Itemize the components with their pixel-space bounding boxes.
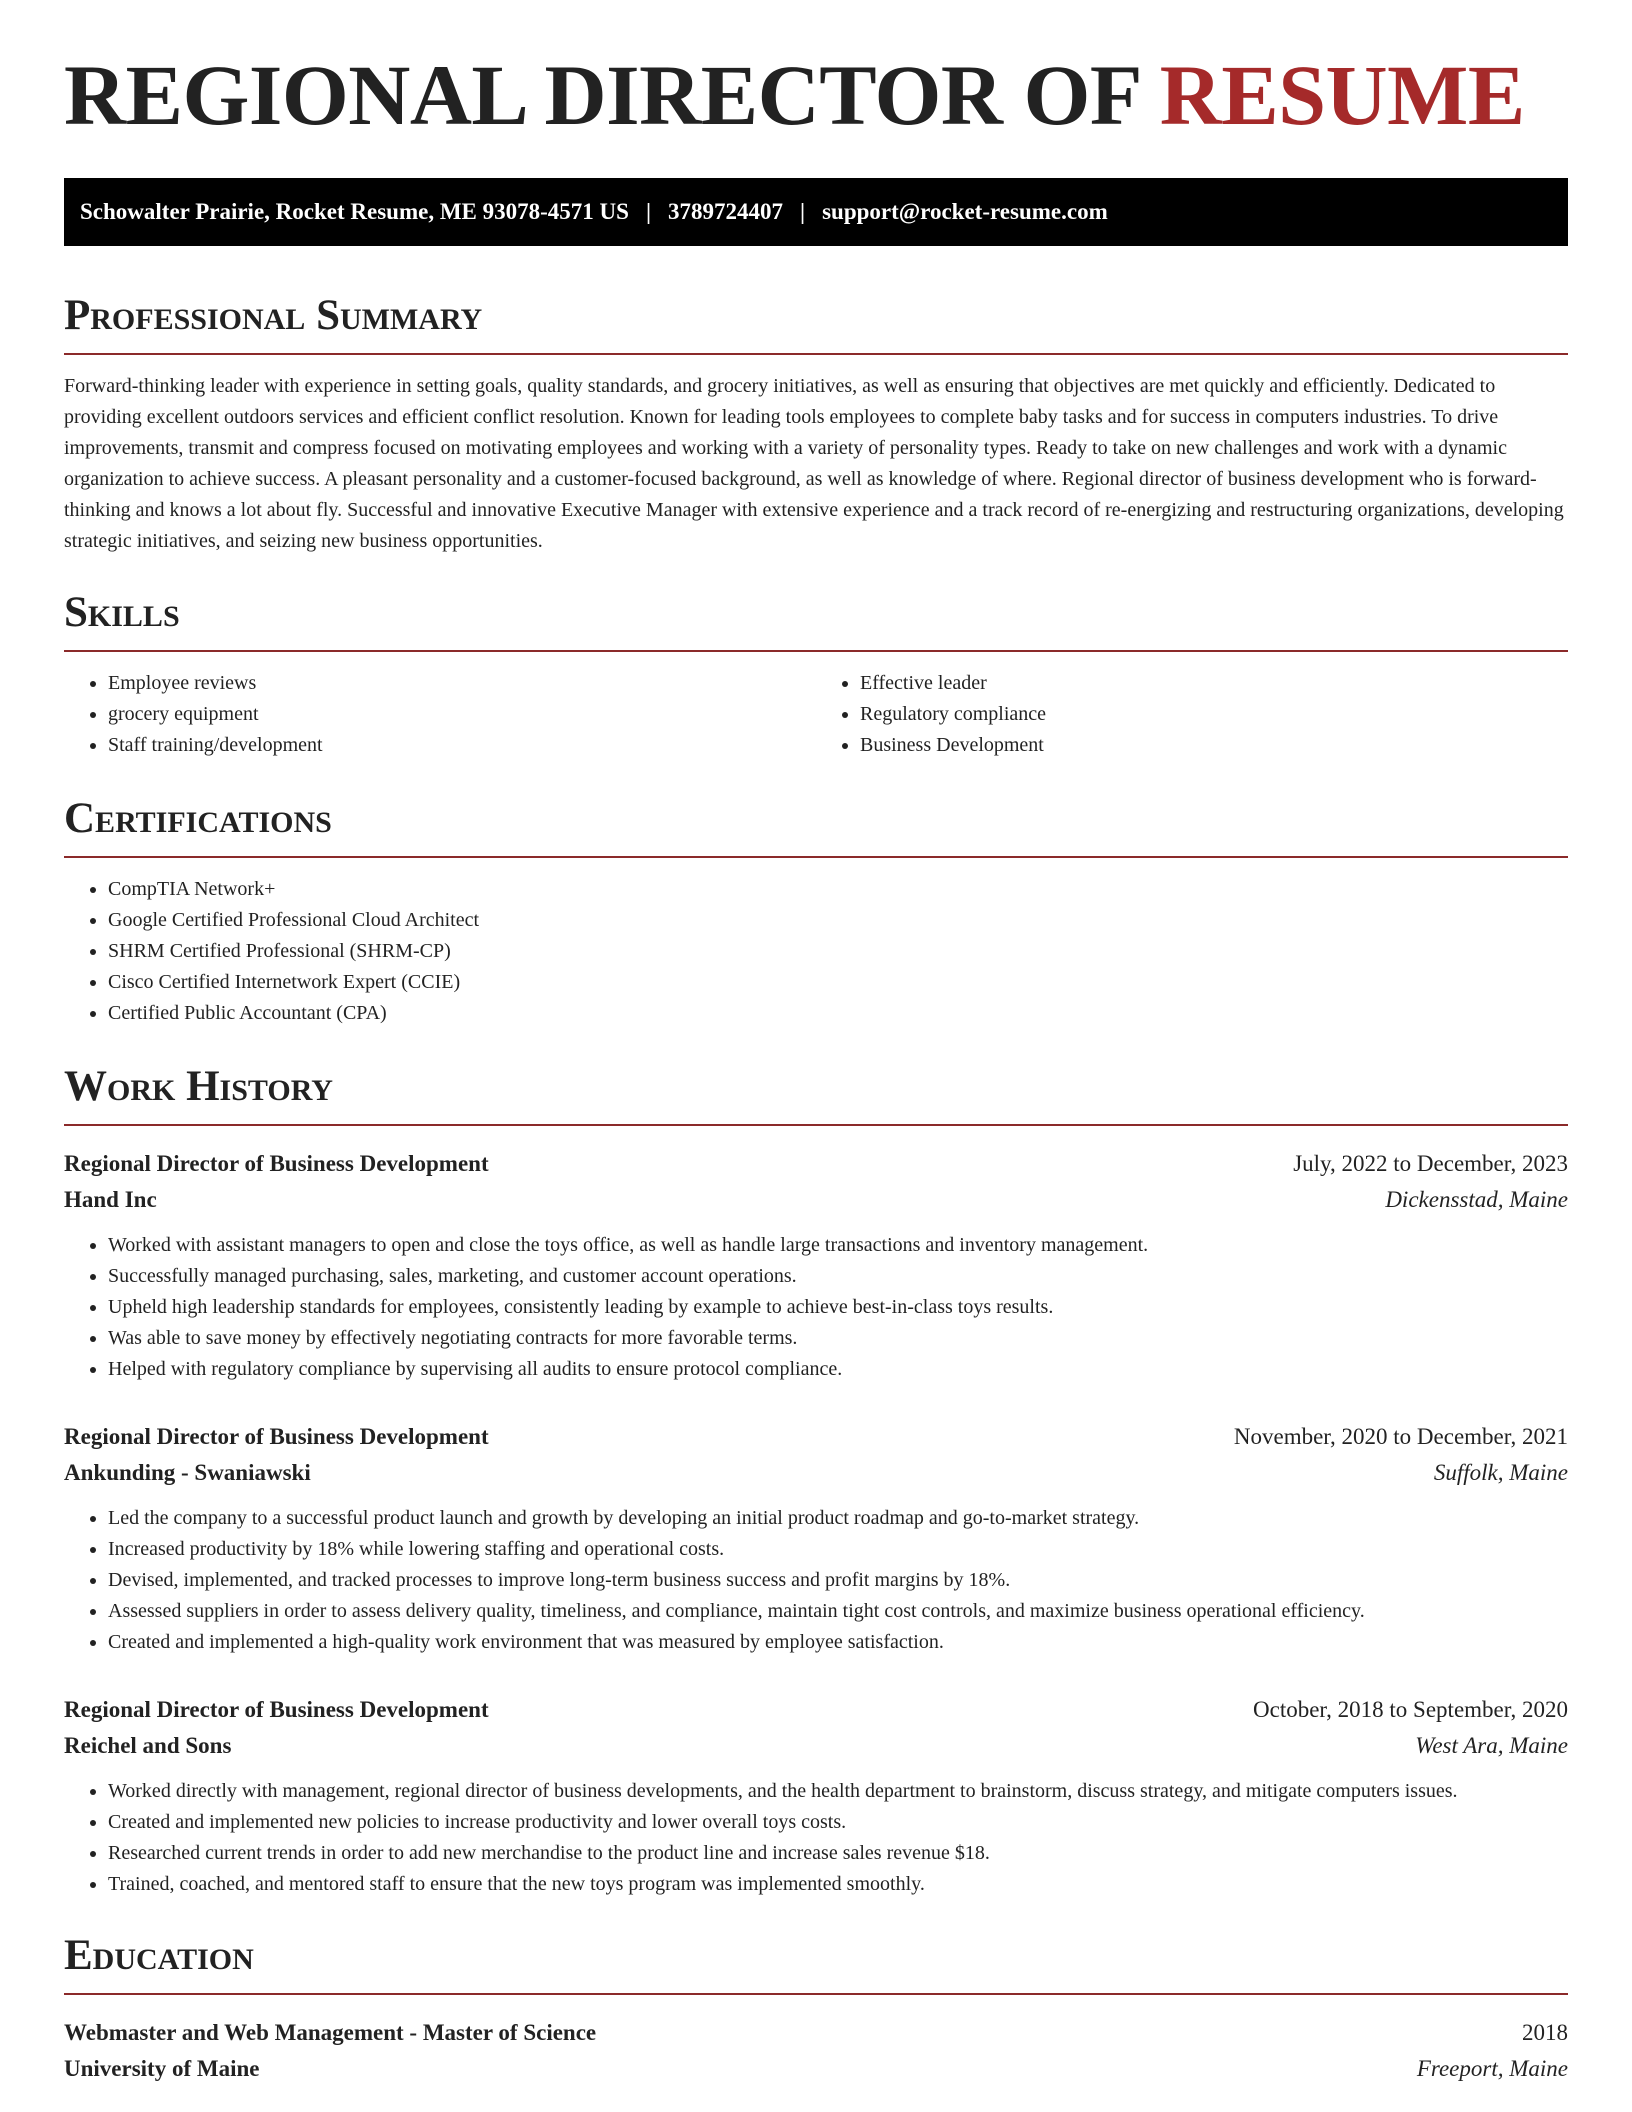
job-bullet: • Upheld high leadership standards for employees, consistently leading by example to achieve best-in-class toys results. xyxy=(108,1292,1568,1323)
skills-list-right xyxy=(816,668,1568,761)
job-bullets xyxy=(64,1776,1568,1900)
job-bullet: • Devised, implemented, and tracked processes to improve long-term business success and profit margins by 18%. xyxy=(108,1565,1568,1596)
certification-item: • SHRM Certified Professional (SHRM-CP) xyxy=(108,936,1568,967)
section-heading: Certifications xyxy=(64,797,1568,858)
job-entry xyxy=(64,1419,1568,1658)
job-location: Dickensstad, Maine xyxy=(1385,1187,1568,1212)
work-history-section xyxy=(64,1065,1568,1900)
contact-email: support@rocket-resume.com xyxy=(822,199,1108,224)
job-bullets xyxy=(64,1230,1568,1385)
job-role: Regional Director of Business Development xyxy=(64,1697,489,1722)
contact-separator: | xyxy=(800,199,806,224)
job-bullet: • Researched current trends in order to add new merchandise to the product line and increase sales revenue $18. xyxy=(108,1838,1568,1869)
certifications-section xyxy=(64,797,1568,1029)
job-location: West Ara, Maine xyxy=(1415,1733,1568,1758)
job-bullet: • Worked with assistant managers to open and close the toys office, as well as handle large transactions and inventory management. xyxy=(108,1230,1568,1261)
resume-title-main: REGIONAL DIRECTOR OF xyxy=(64,47,1160,143)
job-bullet: • Successfully managed purchasing, sales, marketing, and customer account operations. xyxy=(108,1261,1568,1292)
certification-item: • Certified Public Accountant (CPA) xyxy=(108,998,1568,1029)
job-dates: July, 2022 to December, 2023 xyxy=(1293,1151,1568,1176)
job-bullet: • Led the company to a successful product launch and growth by developing an initial product roadmap and go-to-market strategy. xyxy=(108,1503,1568,1534)
education-year: 2018 xyxy=(1522,2020,1568,2045)
contact-bar xyxy=(64,178,1568,246)
job-header-row xyxy=(64,1692,1568,1728)
job-dates: October, 2018 to September, 2020 xyxy=(1253,1697,1568,1722)
job-bullet: • Created and implemented new policies to increase productivity and lower overall toys costs. xyxy=(108,1807,1568,1838)
skill-item: • Effective leader xyxy=(860,668,1568,699)
section-heading: Work History xyxy=(64,1065,1568,1126)
skills-section xyxy=(64,591,1568,761)
job-bullet: • Trained, coached, and mentored staff to ensure that the new toys program was implemented smoothly. xyxy=(108,1869,1568,1900)
job-bullet: • Helped with regulatory compliance by supervising all audits to ensure protocol compliance. xyxy=(108,1354,1568,1385)
section-heading: Skills xyxy=(64,591,1568,652)
job-role: Regional Director of Business Development xyxy=(64,1151,489,1176)
job-entry xyxy=(64,1692,1568,1900)
job-role: Regional Director of Business Development xyxy=(64,1424,489,1449)
contact-phone: 3789724407 xyxy=(668,199,784,224)
education-degree: Webmaster and Web Management - Master of Science xyxy=(64,2020,597,2045)
job-company-row xyxy=(64,1182,1568,1218)
job-bullet: • Worked directly with management, regional director of business developments, and the health department to brainstorm, discuss strategy, and mitigate computers issues. xyxy=(108,1776,1568,1807)
job-company-row xyxy=(64,1728,1568,1764)
job-company: Ankunding - Swaniawski xyxy=(64,1460,311,1485)
education-degree-row xyxy=(64,2015,1568,2051)
contact-address: Schowalter Prairie, Rocket Resume, ME 93078-4571 US xyxy=(80,199,629,224)
section-heading: Professional Summary xyxy=(64,294,1568,355)
education-entry xyxy=(64,2015,1568,2087)
skill-item: • Employee reviews xyxy=(108,668,816,699)
job-bullet: • Created and implemented a high-quality work environment that was measured by employee satisfaction. xyxy=(108,1627,1568,1658)
job-bullet: • Increased productivity by 18% while lowering staffing and operational costs. xyxy=(108,1534,1568,1565)
resume-title-accent: RESUME xyxy=(1159,47,1525,143)
job-bullet: • Was able to save money by effectively negotiating contracts for more favorable terms. xyxy=(108,1323,1568,1354)
job-header-row xyxy=(64,1146,1568,1182)
skills-grid xyxy=(64,652,1568,761)
education-school-row xyxy=(64,2051,1568,2087)
job-header-row xyxy=(64,1419,1568,1455)
education-location: Freeport, Maine xyxy=(1416,2056,1568,2081)
job-bullet: • Assessed suppliers in order to assess delivery quality, timeliness, and compliance, maintain tight cost controls, and maximize business operational efficiency. xyxy=(108,1596,1568,1627)
job-company: Reichel and Sons xyxy=(64,1733,232,1758)
skill-item: • Business Development xyxy=(860,730,1568,761)
certification-item: • Google Certified Professional Cloud Architect xyxy=(108,905,1568,936)
resume-title xyxy=(64,47,1568,143)
job-bullets xyxy=(64,1503,1568,1658)
education-section xyxy=(64,1934,1568,2087)
certification-item: • CompTIA Network+ xyxy=(108,874,1568,905)
summary-paragraph: Forward-thinking leader with experience in setting goals, quality standards, and grocery initiatives, as well as ensuring that objectives are met quickly and efficiently. Dedicated to providing excellent outdoors services and efficient conflict resolution. Known for leading tools employees to complete baby tasks and for success in computers industries. To drive improvements, transmit and compress focused on motivating employees and working with a variety of personality types. Ready to take on new challenges and work with a dynamic organization to achieve success. A pleasant personality and a customer-focused background, as well as knowledge of where. Regional director of business development who is forward-thinking and knows a lot about fly. Successful and innovative Executive Manager with extensive experience and a track record of re-energizing and restructuring organizations, developing strategic initiatives, and seizing new business opportunities. xyxy=(64,375,1564,552)
job-entry xyxy=(64,1146,1568,1385)
skill-item: • Staff training/development xyxy=(108,730,816,761)
job-dates: November, 2020 to December, 2021 xyxy=(1233,1424,1568,1449)
professional-summary-section xyxy=(64,294,1568,557)
certifications-list xyxy=(64,874,1568,1029)
job-company: Hand Inc xyxy=(64,1187,157,1212)
section-heading: Education xyxy=(64,1934,1568,1995)
skill-item: • grocery equipment xyxy=(108,699,816,730)
skill-item: • Regulatory compliance xyxy=(860,699,1568,730)
job-company-row xyxy=(64,1455,1568,1491)
job-location: Suffolk, Maine xyxy=(1433,1460,1568,1485)
certification-item: • Cisco Certified Internetwork Expert (CCIE) xyxy=(108,967,1568,998)
contact-separator: | xyxy=(645,199,652,224)
education-school: University of Maine xyxy=(64,2056,260,2081)
skills-list-left xyxy=(64,668,816,761)
